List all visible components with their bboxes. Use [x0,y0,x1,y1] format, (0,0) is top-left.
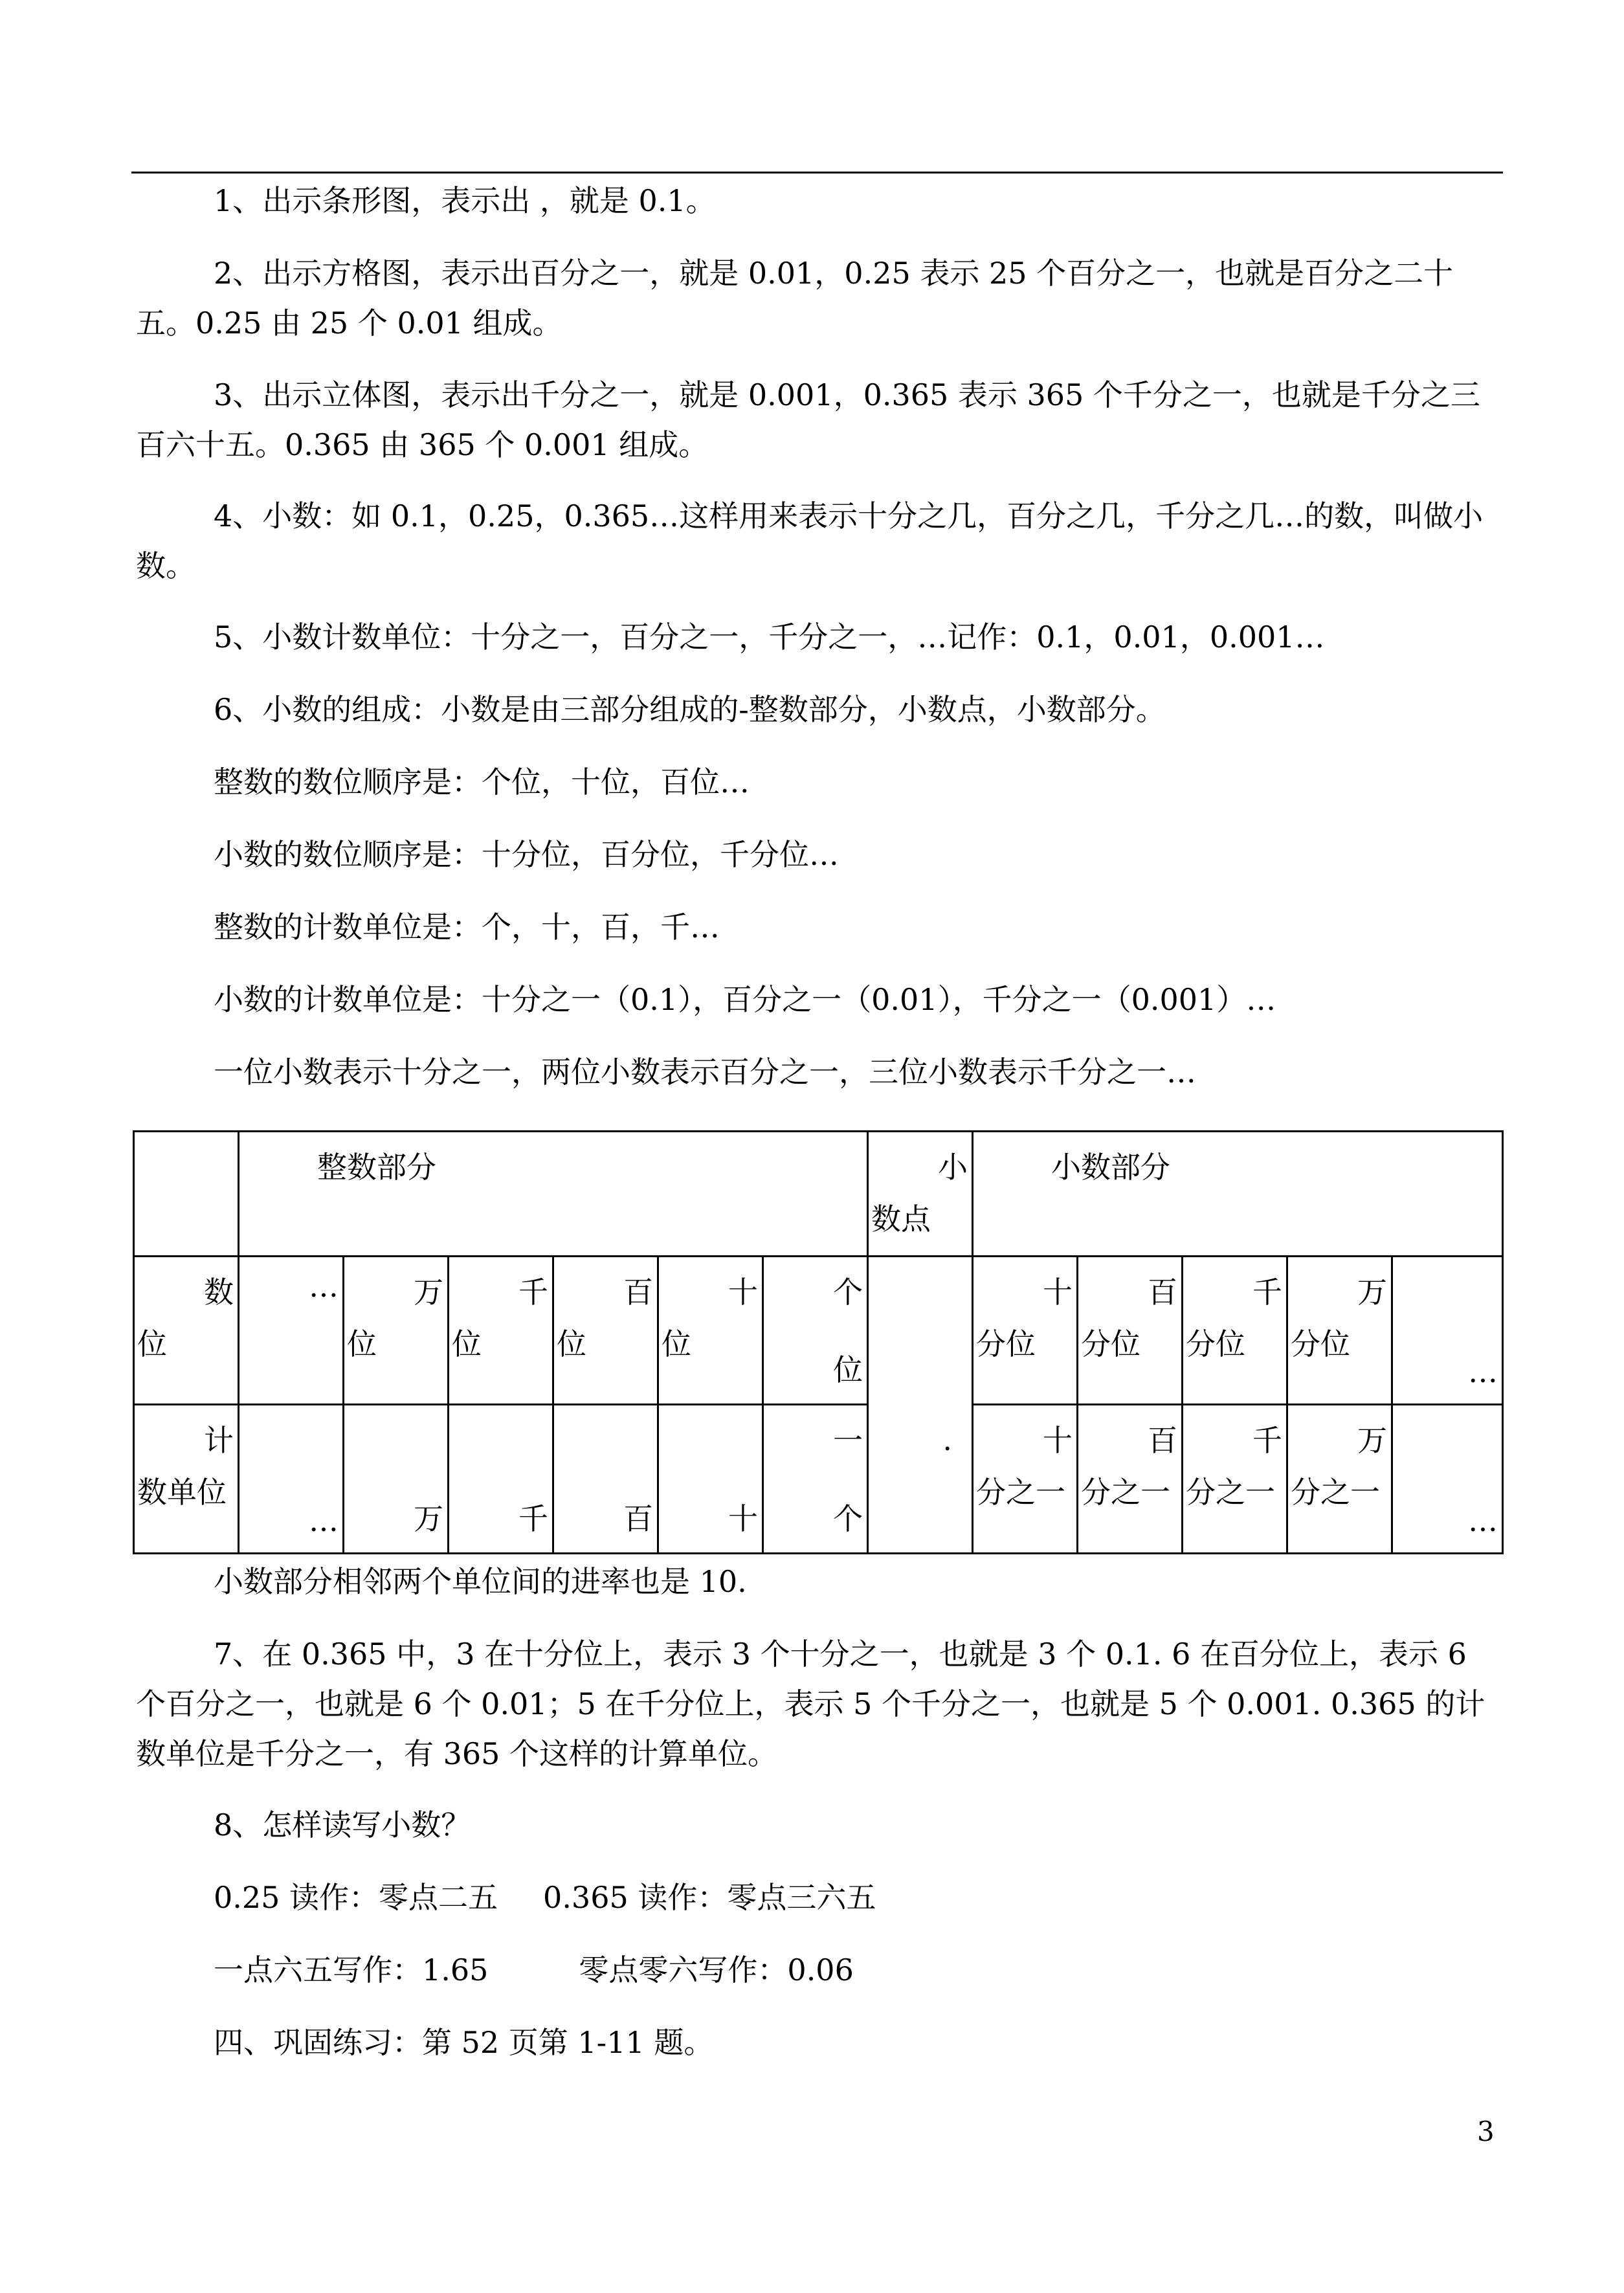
unit-bai-char: 百 [623,1501,653,1536]
unit-ellipsis-cell [239,1405,344,1554]
unit-ten-thousandths-fenzhiyi: 分之一 [1291,1475,1380,1510]
unit-shi-char: 十 [728,1501,758,1536]
place-ten-thousandths [1287,1257,1392,1405]
place-shi [658,1257,763,1405]
write-example-1: 一点六五写作：1.65 [214,1952,489,1987]
place-ge-wei: 位 [833,1352,863,1387]
unit-thousandths [1183,1405,1287,1554]
paragraph-6: 6、小数的组成：小数是由三部分组成的-整数部分，小数点，小数部分。 [214,692,1166,727]
header-rule [131,172,1503,173]
read-example-2: 0.365 读作：零点三六五 [543,1880,876,1915]
unit-ellipsis: … [309,1503,339,1538]
place-hundredths [1078,1257,1183,1405]
unit-decimal-ellipsis: … [1468,1503,1498,1538]
place-shi-char: 十 [728,1275,758,1310]
decimal-point-header-b: 数点 [871,1202,931,1236]
place-ten-thousandths-char: 万 [1357,1275,1387,1310]
place-shi-wei: 位 [662,1326,691,1361]
unit-wan-char: 万 [414,1501,443,1536]
corner-cell [134,1132,239,1257]
unit-decimal-ellipsis-cell [1392,1405,1503,1554]
line-integer-units: 整数的计数单位是：个，十，百，千… [214,910,720,945]
place-bai [553,1257,658,1405]
place-tenths-char: 十 [1043,1275,1073,1310]
unit-hundredths [1078,1405,1183,1554]
place-thousandths-fenwei: 分位 [1186,1326,1245,1361]
line-integer-order: 整数的数位顺序是：个位，十位，百位… [214,765,750,800]
unit-ten-thousandths-char: 万 [1357,1423,1387,1458]
write-example-2: 零点零六写作：0.06 [579,1952,854,1987]
place-hundredths-fenwei: 分位 [1081,1326,1140,1361]
unit-hundredths-char: 百 [1148,1423,1177,1458]
unit-tenths-fenzhiyi: 分之一 [976,1475,1065,1510]
decimal-part-header [973,1132,1503,1257]
unit-qian-char: 千 [518,1501,548,1536]
decimal-point-header-a: 小 [938,1150,968,1185]
unit-shi [658,1405,763,1554]
row-label-unit-b: 数单位 [137,1475,227,1510]
row-label-unit-a: 计 [204,1423,234,1458]
place-ge-char: 个 [833,1275,863,1310]
paragraph-3: 3、出示立体图，表示出千分之一，就是 0.001，0.365 表示 365 个千分之一，也就是千分之三百六十五。0.365 由 365 个 0.001 组成。 [136,377,1480,462]
read-examples [214,1873,876,1923]
place-tenths-fenwei: 分位 [976,1326,1036,1361]
place-wan-wei: 位 [347,1326,377,1361]
row-label-place [134,1257,239,1405]
place-wan-char: 万 [414,1275,443,1310]
unit-ten-thousandths [1287,1405,1392,1554]
unit-hundredths-fenzhiyi: 分之一 [1081,1475,1170,1510]
place-thousandths-char: 千 [1252,1275,1282,1310]
line-decimal-order: 小数的数位顺序是：十分位，百分位，千分位… [214,837,839,872]
paragraph-2: 2、出示方格图，表示出百分之一，就是 0.01，0.25 表示 25 个百分之一，也就是百分之二十五。0.25 由 25 个 0.01 组成。 [136,256,1454,341]
unit-wan [344,1405,449,1554]
place-tenths [973,1257,1078,1405]
row-label-unit [134,1405,239,1554]
paragraph-1: 1、出示条形图，表示出 ，就是 0.1。 [214,183,716,218]
line-decimal-units: 小数的计数单位是：十分之一（0.1），百分之一（0.01），千分之一（0.001）… [214,982,1276,1017]
row-label-place-b: 位 [137,1326,167,1361]
decimal-part-label: 小数部分 [1051,1150,1170,1185]
place-qian-char: 千 [518,1275,548,1310]
place-ellipsis: … [309,1269,339,1304]
paragraph-5: 5、小数计数单位：十分之一，百分之一，千分之一，…记作：0.1，0.01，0.001… [214,620,1325,654]
place-decimal-ellipsis-cell [1392,1257,1503,1405]
write-examples [214,1945,854,1995]
unit-bai [553,1405,658,1554]
line-decimal-places: 一位小数表示十分之一，两位小数表示百分之一，三位小数表示千分之一… [214,1055,1196,1090]
unit-ge [763,1405,868,1554]
integer-part-label: 整数部分 [317,1150,436,1185]
unit-qian [449,1405,553,1554]
place-ge [763,1257,868,1405]
place-decimal-ellipsis: … [1468,1354,1498,1389]
paragraph-7: 7、在 0.365 中，3 在十分位上，表示 3 个十分之一，也就是 3 个 0.1. 6 在百分位上，表示 6 个百分之一，也就是 6 个 0.01；5 在千分位上，表示 5 个千分之一，也就是 5 个 0.001. 0.365 的计数单位是千分之一，有 365 个这样的计算单位。 [136,1637,1485,1771]
place-ten-thousandths-fenwei: 分位 [1291,1326,1350,1361]
paragraph-9: 四、巩固练习：第 52 页第 1-11 题。 [214,2025,714,2060]
integer-part-header [239,1132,868,1257]
line-decimal-rate: 小数部分相邻两个单位间的进率也是 10. [214,1564,747,1599]
row-label-place-a: 数 [204,1275,234,1310]
place-bai-char: 百 [623,1275,653,1310]
place-hundredths-char: 百 [1148,1275,1177,1310]
read-example-1: 0.25 读作：零点二五 [214,1880,498,1915]
place-qian-wei: 位 [452,1326,482,1361]
unit-tenths [973,1405,1078,1554]
place-value-table [133,1130,1504,1554]
decimal-point-header [868,1132,973,1257]
unit-thousandths-char: 千 [1252,1423,1282,1458]
place-wan [344,1257,449,1405]
unit-thousandths-fenzhiyi: 分之一 [1186,1475,1275,1510]
unit-ge-yi: 一 [833,1423,863,1458]
unit-ge-char: 个 [833,1501,863,1536]
page-number: 3 [1477,2116,1495,2147]
paragraph-8: 8、怎样读写小数？ [214,1807,471,1842]
place-bai-wei: 位 [557,1326,586,1361]
place-thousandths [1183,1257,1287,1405]
place-qian [449,1257,553,1405]
decimal-point-column [868,1257,973,1554]
decimal-point-dot: . [942,1422,952,1457]
place-ellipsis-cell [239,1257,344,1405]
unit-tenths-char: 十 [1043,1423,1073,1458]
paragraph-4: 4、小数：如 0.1，0.25，0.365…这样用来表示十分之几，百分之几，千分之几…的数，叫做小数。 [136,498,1484,583]
